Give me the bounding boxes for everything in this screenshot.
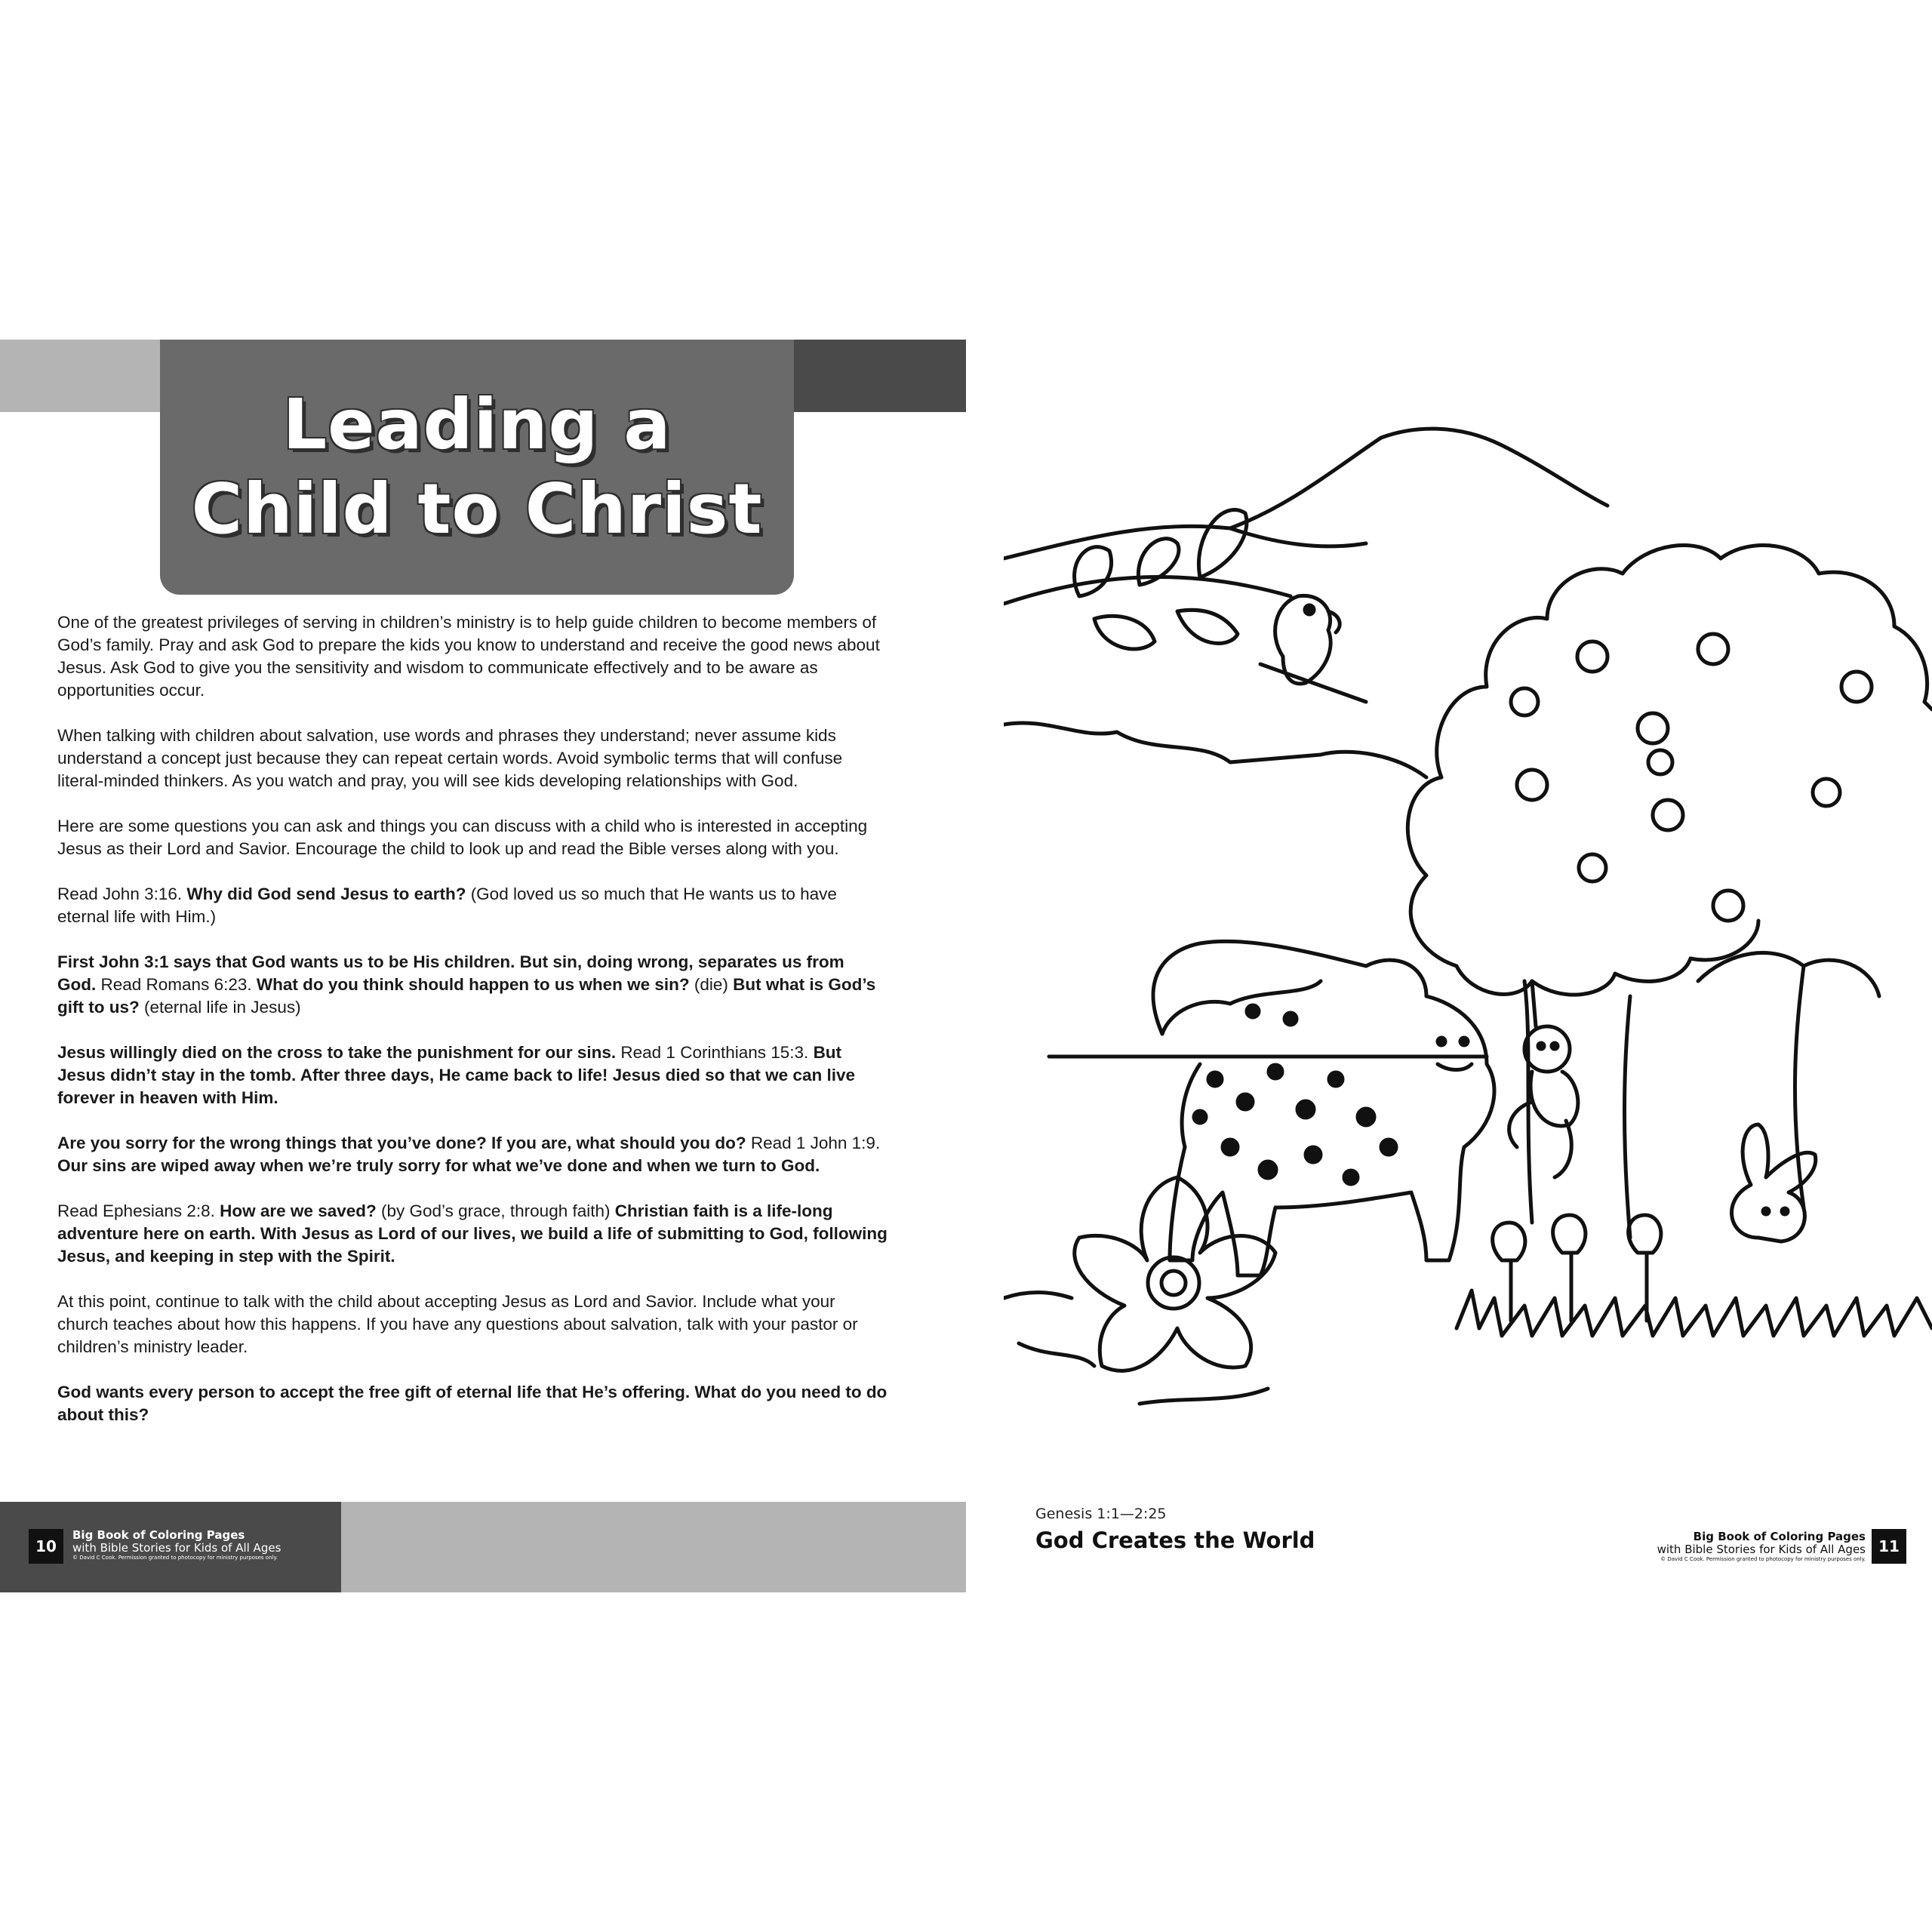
bold-run: But Jesus didn’t stay in the tomb. After three days, He came back to life! Jesus died so that we can live forever in heaven with Him. <box>57 1043 855 1107</box>
body-paragraph <box>57 1041 888 1109</box>
body-paragraph <box>57 1132 888 1177</box>
bold-run: Why did God send Jesus to earth? <box>186 884 466 903</box>
text-run: Read John 3:16. <box>57 884 187 903</box>
mountains-icon <box>1004 429 1607 558</box>
bold-run: Christian faith is a life-long adventure here on earth. With Jesus as Lord of our lives, we build a life of submitting to God, following Jesus, and keeping in step with the Spirit. <box>57 1201 888 1266</box>
page-title-line-1: Leading a <box>282 384 672 465</box>
text-run: Read Ephesians 2:8. <box>57 1201 220 1220</box>
bold-run: But what is God’s gift to us? <box>57 975 876 1017</box>
leopard-icon <box>1153 941 1494 1275</box>
text-run: One of the greatest privileges of serving in children’s ministry is to help guide children to become members of God’s family. Pray and ask God to prepare the kids you know to understand and receive the good news about Jesus. Ask God to give you the sensitivity and wisdom to communicate effectively and to be aware as opportunities occur. <box>57 613 880 700</box>
monkey-icon <box>1509 981 1578 1177</box>
book-credit <box>72 1529 281 1561</box>
coloring-illustration <box>1004 423 1932 1441</box>
bold-run: Our sins are wiped away when we’re truly sorry for what we’ve done and when we turn to God. <box>57 1156 820 1175</box>
bold-run: How are we saved? <box>220 1201 377 1220</box>
footer-dark-band <box>0 1502 341 1592</box>
body-paragraph <box>57 1291 888 1358</box>
scripture-reference: Genesis 1:1—2:25 <box>1035 1506 1167 1522</box>
tree-icon <box>1407 546 1932 1238</box>
title-box <box>160 340 794 595</box>
text-run: When talking with children about salvation, use words and phrases they understand; never assume kids understand a concept just because they can repeat certain words. Avoid symbolic terms that will confuse literal-minded thinkers. As you watch and pray, you will see kids developing relationships with God. <box>57 726 843 790</box>
copyright-notice: © David C Cook. Permission granted to photocopy for ministry purposes only. <box>72 1555 278 1561</box>
book-subtitle-right: with Bible Stories for Kids of All Ages <box>1657 1543 1866 1556</box>
text-run: Read 1 Corinthians 15:3. <box>616 1043 814 1062</box>
text-run: (die) <box>689 975 734 994</box>
bunny-icon <box>1732 1124 1816 1241</box>
left-page <box>0 340 966 1592</box>
text-run: At this point, continue to talk with the child about accepting Jesus as Lord and Savior. Include what your church teaches about how this happens. If you have any questions about salvation, talk with your pastor or children’s ministry leader. <box>57 1292 858 1356</box>
page-number-right: 11 <box>1872 1529 1906 1564</box>
book-credit-right <box>1657 1531 1866 1563</box>
body-paragraph <box>57 883 888 928</box>
body-paragraph <box>57 724 888 792</box>
text-run: Read 1 John 1:9. <box>746 1134 881 1152</box>
body-paragraph <box>57 815 888 860</box>
page-title-line-2: Child to Christ <box>191 469 763 549</box>
bold-run: First John 3:1 says that God wants us to be His children. But sin, doing wrong, separates us from God. <box>57 952 844 994</box>
text-run: (eternal life in Jesus) <box>139 998 301 1017</box>
bold-run: Jesus willingly died on the cross to take the punishment for our sins. <box>57 1043 617 1062</box>
footer-light-band <box>341 1502 966 1592</box>
header-band-right <box>792 340 966 412</box>
article-body <box>57 611 888 1449</box>
copyright-notice-right: © David C Cook. Permission granted to photocopy for ministry purposes only. <box>1660 1556 1866 1562</box>
text-run: (by God’s grace, through faith) <box>376 1201 615 1220</box>
body-paragraph <box>57 611 888 702</box>
bold-run: God wants every person to accept the free gift of eternal life that He’s offering. What do you need to do about this? <box>57 1383 888 1424</box>
header-band-left <box>0 340 162 412</box>
tulips-icon <box>1493 1215 1661 1321</box>
body-paragraph <box>57 951 888 1019</box>
page-number: 10 <box>29 1529 63 1564</box>
bold-run: What do you think should happen to us when we sin? <box>256 975 690 994</box>
book-title: Big Book of Coloring Pages <box>72 1528 245 1542</box>
story-title: God Creates the World <box>1035 1527 1315 1553</box>
book-subtitle: with Bible Stories for Kids of All Ages <box>72 1541 281 1555</box>
parrot-icon <box>1260 595 1366 702</box>
body-paragraph <box>57 1381 888 1426</box>
body-paragraph <box>57 1200 888 1268</box>
bold-run: Are you sorry for the wrong things that you’ve done? If you are, what should you do? <box>57 1134 746 1152</box>
text-run: Here are some questions you can ask and things you can discuss with a child who is interested in accepting Jesus as their Lord and Savior. Encourage the child to look up and read the Bible verses along with you. <box>57 817 868 858</box>
text-run: (God loved us so much that He wants us to have eternal life with Him.) <box>57 884 837 926</box>
footer-left <box>0 1502 966 1592</box>
book-title-right: Big Book of Coloring Pages <box>1693 1530 1866 1543</box>
grass-icon <box>1004 1291 1932 1404</box>
text-run: Read Romans 6:23. <box>96 975 257 994</box>
right-page <box>966 340 1932 1592</box>
